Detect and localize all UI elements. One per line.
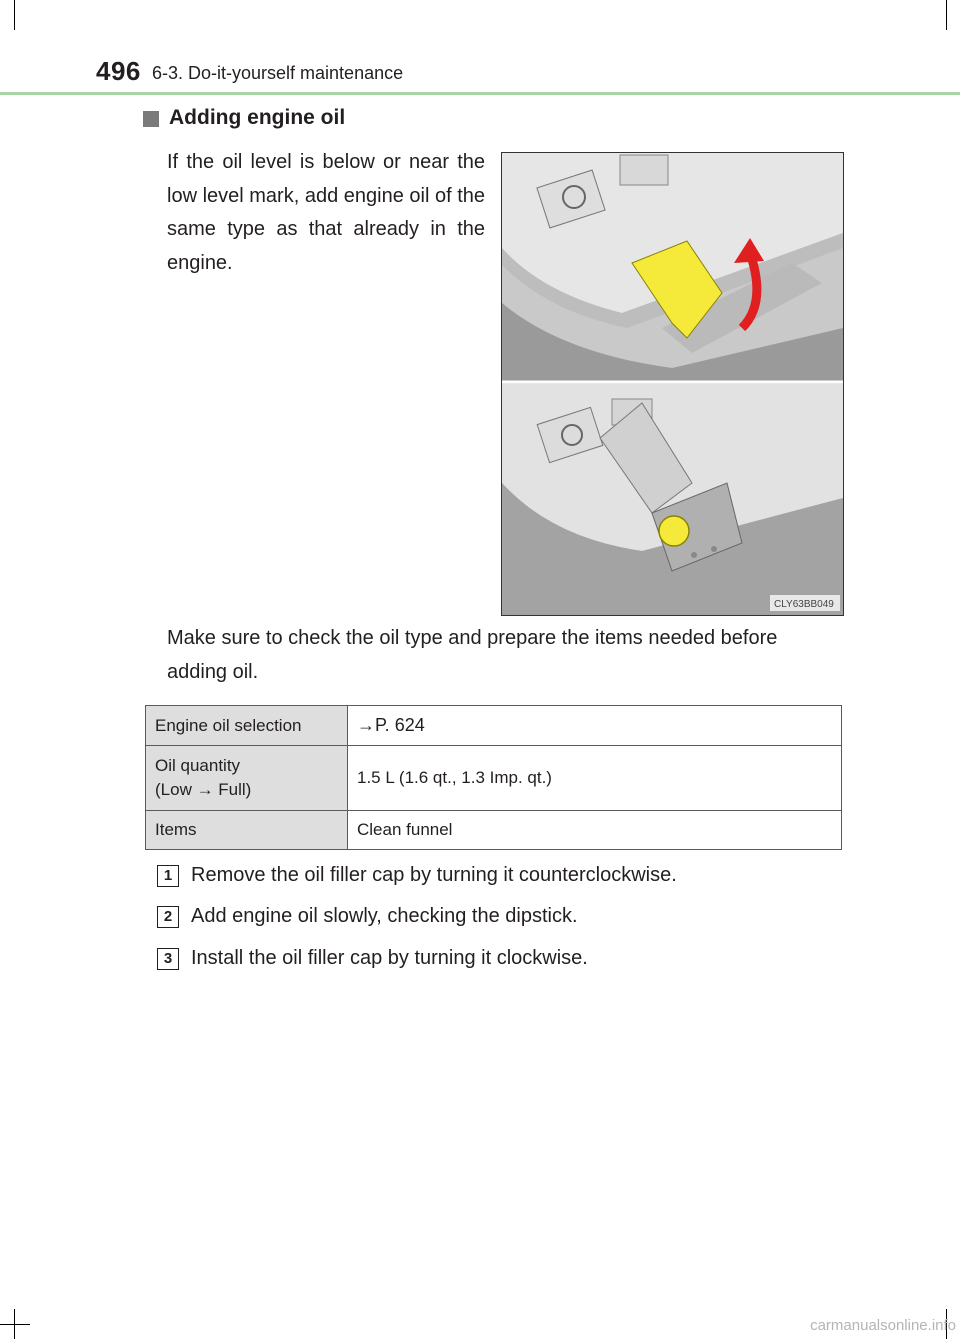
table-cell-value: Clean funnel — [348, 811, 842, 850]
step-number-badge: 2 — [157, 906, 179, 928]
note-paragraph: Make sure to check the oil type and prepare the items needed before adding oil. — [167, 627, 778, 683]
oil-spec-table — [145, 705, 842, 850]
table-row — [146, 746, 842, 811]
table-cell-label: Items — [146, 811, 348, 850]
step-text: Add engine oil slowly, checking the dipstick. — [191, 905, 578, 927]
header-rule — [0, 92, 960, 95]
step-item — [157, 947, 588, 970]
watermark: carmanualsonline.info — [810, 1317, 956, 1334]
engine-illustration — [502, 153, 843, 615]
page-number: 496 — [96, 56, 141, 86]
intro-paragraph: If the oil level is below or near the low level mark, add engine oil of the same type as that already in the engine. — [167, 151, 485, 274]
engine-figure — [501, 152, 844, 616]
crop-mark-top-right-v — [946, 0, 947, 30]
step-item — [157, 864, 677, 887]
table-cell-value: 1.5 L (1.6 qt., 1.3 Imp. qt.) — [348, 746, 842, 811]
figure-code: CLY63BB049 — [774, 599, 834, 610]
section-heading — [143, 106, 345, 130]
table-row — [146, 811, 842, 850]
section-title: 6-3. Do-it-yourself maintenance — [152, 63, 404, 83]
step-item — [157, 905, 578, 928]
step-text: Install the oil filler cap by turning it clockwise. — [191, 947, 588, 969]
section-heading-text: Adding engine oil — [169, 106, 346, 129]
crop-mark-bottom-left-h — [0, 1324, 30, 1325]
table-cell-value: →P. 624 — [348, 706, 842, 746]
crop-mark-top-left-v — [14, 0, 15, 30]
table-row — [146, 706, 842, 746]
square-bullet-icon — [143, 111, 159, 127]
step-number-badge: 1 — [157, 865, 179, 887]
table-cell-label: Oil quantity (Low → Full) — [146, 746, 348, 811]
table-cell-label: Engine oil selection — [146, 706, 348, 746]
step-number-badge: 3 — [157, 948, 179, 970]
step-text: Remove the oil filler cap by turning it counterclockwise. — [191, 864, 677, 886]
